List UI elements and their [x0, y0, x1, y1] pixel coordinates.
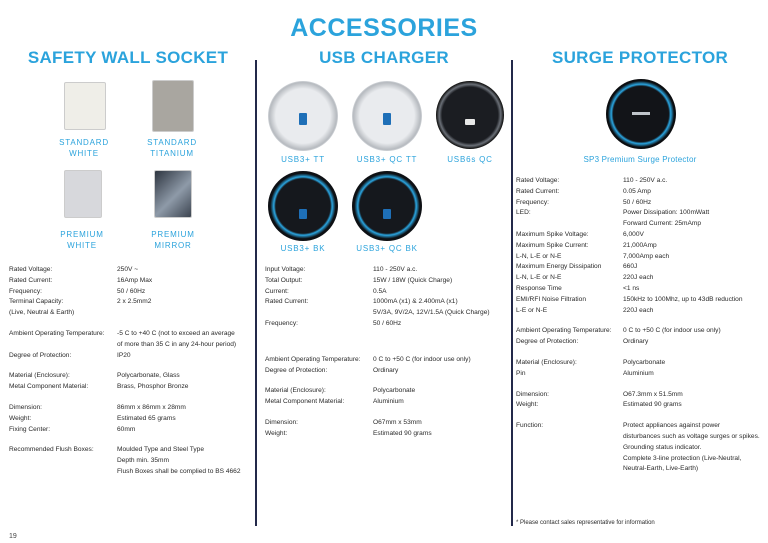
spec-row [516, 295, 764, 306]
spec-value: O67.3mm x 51.5mm [623, 390, 683, 398]
spec-row [516, 262, 764, 273]
spec-value: Depth min. 35mm [117, 457, 170, 465]
spec-key: EMI/RFI Noise Filtration [516, 295, 586, 303]
usb-variant-label: USB3+ QC TT [356, 155, 418, 164]
spec-key: Pin [516, 369, 526, 377]
spec-value: Moulded Type and Steel Type [117, 446, 205, 454]
spec-key: Degree of Protection: [9, 351, 72, 359]
spec-value: Estimated 90 grams [623, 401, 682, 409]
spec-row [265, 366, 509, 377]
spec-row [516, 273, 764, 284]
spec-value: -5 C to +40 C (not to exceed an average [117, 329, 235, 337]
spec-value: Power Dissipation: 100mWatt [623, 209, 710, 217]
usb-variant-label: USB6s QC [447, 155, 493, 164]
spec-key: Weight: [516, 401, 539, 409]
usb-variant-label: USB3+ TT [281, 155, 325, 164]
spec-value: disturbances such as voltage surges or spikes. [623, 432, 760, 440]
column-divider [511, 60, 513, 526]
page-title: ACCESSORIES [290, 14, 478, 42]
spec-value: 7,000Amp each [623, 252, 670, 260]
spec-value: 15W / 18W (Quick Charge) [373, 276, 453, 284]
socket-image [64, 170, 102, 218]
spec-row [265, 397, 509, 408]
spec-row [9, 467, 251, 478]
spec-value: 50 / 60Hz [373, 319, 402, 327]
spec-key: Dimension: [9, 403, 42, 411]
spec-value: 220J each [623, 306, 654, 314]
spec-gap [9, 435, 251, 445]
spec-key [516, 454, 623, 465]
spec-row [9, 382, 251, 393]
spec-row [9, 371, 251, 382]
surge-product-name: SP3 Premium Surge Protector [583, 155, 697, 164]
spec-key: Recommended Flush Boxes: [9, 446, 94, 454]
spec-value: 60mm [117, 425, 136, 433]
spec-gap [265, 345, 509, 355]
spec-value: 5V/3A, 9V/2A, 12V/1.5A (Quick Charge) [373, 309, 490, 317]
spec-row [9, 308, 251, 319]
spec-key: Maximum Spike Voltage: [516, 230, 589, 238]
socket-variant-label: STANDARD WHITE [59, 138, 109, 158]
spec-key: Function: [516, 422, 544, 430]
spec-row [516, 198, 764, 209]
socket-variant [64, 82, 106, 130]
socket-image [154, 170, 192, 218]
spec-row [516, 432, 764, 443]
spec-row [265, 355, 509, 366]
spec-row [516, 176, 764, 187]
spec-row [265, 308, 509, 319]
spec-key: Material (Enclosure): [9, 372, 70, 380]
spec-key: Dimension: [265, 418, 298, 426]
spec-key: Degree of Protection: [265, 366, 328, 374]
spec-key: Frequency: [265, 319, 298, 327]
spec-key: L-N, L-E or N-E [516, 274, 562, 282]
spec-value: O67mm x 53mm [373, 418, 422, 426]
spec-key: Weight: [9, 414, 32, 422]
spec-row [516, 187, 764, 198]
spec-row [9, 265, 251, 276]
spec-key: Dimension: [516, 390, 549, 398]
spec-value: 220J each [623, 274, 654, 282]
spec-key: Current: [265, 287, 289, 295]
spec-value: 250V ~ [117, 266, 139, 273]
spec-row [9, 414, 251, 425]
spec-key: Fixing Center: [9, 425, 51, 433]
socket-spec-list [9, 265, 251, 478]
surge-heading: SURGE PROTECTOR [551, 48, 729, 67]
spec-key: LED: [516, 209, 531, 217]
spec-key: Rated Current: [516, 187, 560, 195]
socket-variant [154, 170, 192, 218]
spec-key: Rated Voltage: [516, 177, 560, 184]
spec-key: L-E or N-E [516, 306, 548, 314]
spec-key: Ambient Operating Temperature: [9, 329, 105, 337]
spec-key: Input Voltage: [265, 266, 306, 273]
spec-row [516, 390, 764, 401]
spec-key: Rated Current: [265, 298, 309, 306]
spec-value: 50 / 60Hz [623, 198, 652, 206]
spec-key: Metal Component Material: [265, 398, 345, 406]
spec-value: Aluminium [373, 398, 404, 406]
spec-value: Protect appliances against power [623, 422, 721, 430]
spec-row [265, 276, 509, 287]
spec-key [9, 340, 117, 351]
spec-value: 110 - 250V a.c. [623, 177, 668, 184]
spec-row [265, 287, 509, 298]
spec-key [9, 456, 117, 467]
spec-key: Metal Component Material: [9, 383, 89, 391]
socket-variant-label: PREMIUM WHITE [60, 230, 104, 250]
spec-key [9, 467, 117, 478]
spec-value: Estimated 65 grams [117, 414, 176, 422]
spec-row [516, 454, 764, 465]
spec-value: 21,000Amp [623, 241, 657, 249]
usb-variant-label: USB3+ BK [280, 244, 326, 253]
usb-variant-label: USB3+ QC BK [356, 244, 418, 253]
spec-value: 2 x 2.5mm2 [117, 298, 152, 306]
spec-gap [516, 316, 764, 326]
spec-row [265, 319, 509, 330]
spec-row [516, 369, 764, 380]
spec-value: Forward Current: 25mAmp [623, 220, 702, 228]
spec-value: 50 / 60Hz [117, 287, 146, 295]
spec-value: IP20 [117, 351, 131, 359]
spec-row [9, 329, 251, 340]
usb-spec-list [265, 265, 509, 440]
spec-row [516, 400, 764, 411]
socket-image [64, 82, 106, 130]
spec-row [516, 230, 764, 241]
usb-charger-image [436, 81, 504, 149]
spec-row [9, 403, 251, 414]
spec-value: Polycarbonate [373, 387, 416, 395]
spec-key: Frequency: [516, 198, 549, 206]
socket-variant-label: STANDARD TITANIUM [147, 138, 197, 158]
spec-key [265, 308, 373, 319]
spec-row [516, 208, 764, 219]
spec-row [265, 297, 509, 308]
spec-gap [516, 380, 764, 390]
usb-charger-image [352, 171, 422, 241]
spec-value: 150kHz to 100Mhz, up to 43dB reduction [623, 295, 743, 303]
socket-heading: SAFETY WALL SOCKET [27, 48, 229, 67]
spec-key: Frequency: [9, 287, 42, 295]
spec-key: Rated Current: [9, 276, 53, 284]
spec-value: Polycarbonate, Glass [117, 372, 180, 380]
usb-heading: USB CHARGER [319, 48, 449, 67]
spec-key: Terminal Capacity: [9, 298, 64, 306]
socket-variant [152, 80, 194, 132]
spec-row [265, 265, 509, 276]
spec-key: L-N, L-E or N-E [516, 252, 562, 260]
spec-key: Response Time [516, 284, 562, 292]
spec-gap [9, 393, 251, 403]
surge-protector-image [606, 79, 676, 149]
spec-row [265, 429, 509, 440]
spec-value: Grounding status indicator. [623, 443, 702, 451]
spec-value: 0.05 Amp [623, 187, 651, 195]
spec-row [9, 456, 251, 467]
spec-gap [265, 330, 509, 345]
spec-value: Complete 3-line protection (Live-Neutral, [623, 454, 742, 462]
spec-row [516, 219, 764, 230]
spec-row [516, 306, 764, 317]
spec-key: (Live, Neutral & Earth) [9, 309, 75, 317]
socket-variant [64, 170, 102, 218]
spec-row [9, 276, 251, 287]
usb-charger-image [268, 81, 338, 151]
usb-charger-image [268, 171, 338, 241]
spec-value: 1000mA (x1) & 2.400mA (x1) [373, 298, 458, 306]
spec-value: Estimated 90 grams [373, 429, 432, 437]
spec-key [516, 464, 623, 475]
spec-value: <1 ns [623, 284, 640, 292]
spec-value: 0 C to +50 C (for indoor use only) [623, 327, 721, 335]
spec-key [516, 432, 623, 443]
spec-row [516, 358, 764, 369]
spec-value: Ordinary [373, 366, 399, 374]
spec-row [516, 337, 764, 348]
spec-gap [9, 361, 251, 371]
spec-key: Ambient Operating Temperature: [516, 327, 612, 335]
spec-gap [265, 408, 509, 418]
spec-key [516, 443, 623, 454]
page-number: 19 [9, 533, 17, 540]
spec-key: Material (Enclosure): [265, 387, 326, 395]
spec-key: Degree of Protection: [516, 338, 579, 346]
spec-key: Maximum Spike Current: [516, 241, 589, 249]
spec-key: Maximum Energy Dissipation [516, 263, 602, 271]
footnote: * Please contact sales representative for information [516, 520, 655, 526]
spec-value: 660J [623, 263, 638, 271]
spec-row [516, 284, 764, 295]
spec-row [516, 421, 764, 432]
spec-value: Ordinary [623, 338, 649, 346]
spec-value: Aluminium [623, 369, 654, 377]
spec-value: 110 - 250V a.c. [373, 266, 418, 273]
spec-row [9, 297, 251, 308]
spec-row [265, 386, 509, 397]
usb-section [262, 48, 506, 68]
socket-section [8, 48, 248, 68]
spec-value: Brass, Phosphor Bronze [117, 383, 189, 391]
spec-row [516, 443, 764, 454]
surge-spec-list [516, 176, 764, 475]
spec-row [516, 241, 764, 252]
spec-key: Total Output: [265, 276, 303, 284]
spec-value: 6,000V [623, 230, 644, 238]
spec-value: 0 C to +50 C (for indoor use only) [373, 355, 471, 363]
spec-row [9, 445, 251, 456]
spec-value: Neutral-Earth, Live-Earth) [623, 465, 699, 473]
spec-value: Flush Boxes shall be complied to BS 4662 [117, 467, 241, 475]
spec-row [9, 287, 251, 298]
spec-row [9, 351, 251, 362]
spec-row [9, 340, 251, 351]
usb-charger-image [352, 81, 422, 151]
spec-gap [9, 319, 251, 329]
spec-gap [516, 348, 764, 358]
column-divider [255, 60, 257, 526]
spec-key: Ambient Operating Temperature: [265, 355, 361, 363]
spec-row [516, 252, 764, 263]
spec-value [117, 308, 251, 319]
spec-row [516, 464, 764, 475]
surge-section [518, 48, 762, 68]
spec-value: 86mm x 86mm x 28mm [117, 403, 186, 411]
spec-row [9, 425, 251, 436]
spec-value: 0.5A [373, 287, 387, 295]
spec-value: of more than 35 C in any 24-hour period) [117, 340, 237, 348]
spec-key: Material (Enclosure): [516, 358, 577, 366]
spec-gap [265, 376, 509, 386]
spec-value: Polycarbonate [623, 358, 666, 366]
spec-key: Rated Voltage: [9, 266, 53, 273]
socket-variant-label: PREMIUM MIRROR [151, 230, 195, 250]
spec-gap [516, 411, 764, 421]
spec-key: Weight: [265, 429, 288, 437]
spec-key [516, 219, 623, 230]
spec-row [265, 418, 509, 429]
spec-value: 16Amp Max [117, 276, 153, 284]
spec-row [516, 326, 764, 337]
socket-image [152, 80, 194, 132]
